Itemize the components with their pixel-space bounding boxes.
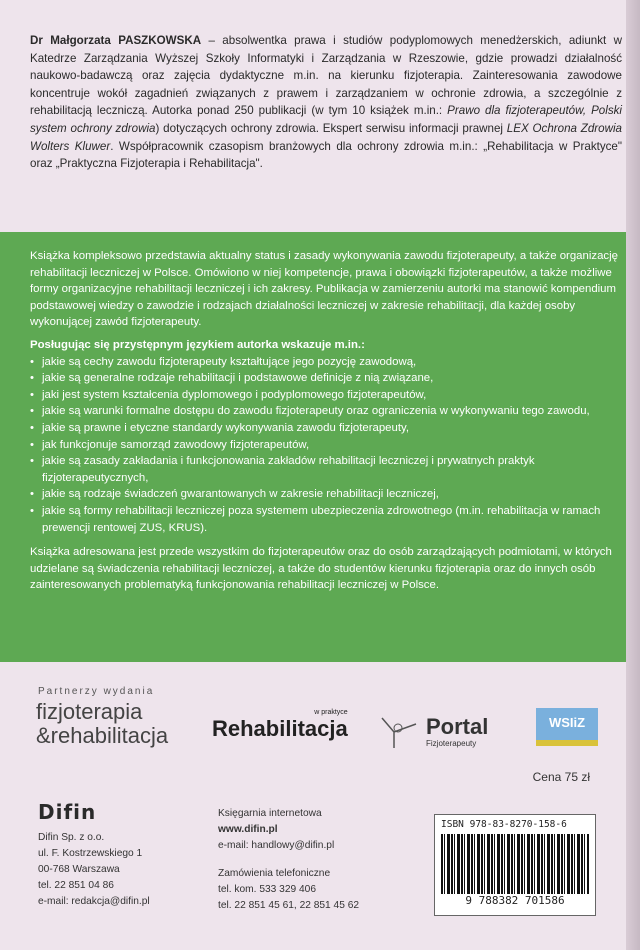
list-item: • jakie są warunki formalne dostępu do zawodu fizjoterapeuty oraz ograniczenia w wykonywaniu tego zawodu, <box>30 403 622 420</box>
portal-logo <box>380 714 488 750</box>
service-name: LEX Ochrona Zdrowia Wolters Kluwer <box>30 121 623 153</box>
logo-subtext: Fizjoterapeuty <box>426 739 477 748</box>
list-item: • jakie są generalne rodzaje rehabilitacji i podstawowe definicje z nią związane, <box>30 370 622 387</box>
audience: Książka adresowana jest przede wszystkim do fizjoterapeutów oraz do osób zarządzających podmiotami, w których udzielane są świadczenia rehabilitacji leczniczej, a także do studentów kierunku fizjoterapia oraz do innych osób zainteresowanych problematyką funkcjonowania rehabilitacji leczniczej w Polsce. <box>30 546 612 592</box>
bio-text: – absolwentka prawa i studiów podyplomowych menedżerskich, adiunkt w Katedrze Zarządzania Wyższej Szkoły Informatyki i Zarządzania w Rzeszowie, gdzie prowadzi działalność naukowo-badawczą oraz zajęcia dydaktyczne m.in. na kierunku fizjoterapia. Zainteresowania zawodowe koncentruje wokół zagadnień związanych z prawem i zarządzaniem w ochronie zdrowia, a szczególnie z rehabilitacją leczniczą. Autorka ponad 250 publikacji (w tym 10 książek m.in.: <box>30 34 622 118</box>
publisher-address <box>38 830 150 910</box>
address-line: e-mail: redakcja@difin.pl <box>38 896 150 907</box>
shop-email: e-mail: handlowy@difin.pl <box>218 840 335 851</box>
logo-text: Rehabilitacja <box>212 716 348 741</box>
list-item: • jakie są cechy zawodu fizjoterapeuty kształtujące jego pozycję zawodową, <box>30 354 622 371</box>
list-item: • jak funkcjonuje samorząd zawodowy fizjoterapeutów, <box>30 437 622 454</box>
wsiiz-logo: WSIiZ <box>536 708 598 746</box>
author-name: Dr Małgorzata PASZKOWSKA <box>30 34 202 47</box>
list-item: • jaki jest system kształcenia dyplomowego i podyplomowego fizjoterapeutów, <box>30 387 622 404</box>
address-line: 00-768 Warszawa <box>38 864 120 875</box>
list-item: • jakie są rodzaje świadczeń gwarantowanych w zakresie rehabilitacji leczniczej, <box>30 486 622 503</box>
logo-subtext: w praktyce <box>314 709 348 716</box>
isbn-barcode <box>434 814 596 916</box>
shop-info <box>218 806 359 914</box>
logo-text: &rehabilitacja <box>36 723 169 748</box>
book-edge <box>626 0 640 950</box>
shop-url: www.difin.pl <box>218 824 278 835</box>
intro: Książka kompleksowo przedstawia aktualny status i zasady wykonywania zawodu fizjoterapeuty, a także organizację rehabilitacji leczniczej w Polsce. Omówiono w niej kompetencje, prawa i obowiązki fizjoterapeutów, a także możliwe formy organizacyjne rehabilitacji leczniczej i ich zakresy. Publikacja w zamierzeniu autorki ma stanowić kompendium podstawowej wiedzy o zawodzie i rodzajach działalności leczniczej w zakresie rehabilitacji, dla każdej osoby wykonującej zawód fizjoterapeuty. <box>30 250 618 329</box>
rehabilitacja-logo <box>212 708 348 741</box>
price: Cena 75 zł <box>532 770 590 784</box>
bio-text-3: . Współpracownik czasopism branżowych dla ochrony zdrowia m.in.: „Rehabilitacja w Praktyce" oraz „Praktyczna Fizjoterapia i Rehabilitacja". <box>30 139 622 171</box>
fizjoterapia-logo <box>36 700 168 748</box>
lead: Posługując się przystępnym językiem autorka wskazuje m.in.: <box>30 338 365 351</box>
bio-text-2: ) dotyczących ochrony zdrowia. Ekspert serwisu informacji prawnej <box>155 121 507 135</box>
figure-icon <box>380 714 420 750</box>
list-item: • jakie są zasady zakładania i funkcjonowania zakładów rehabilitacji leczniczej i prywatnych praktyk fizjoterapeutycznych, <box>30 453 622 486</box>
address-line: Difin Sp. z o.o. <box>38 832 105 843</box>
phones: tel. 22 851 45 61, 22 851 45 62 <box>218 900 360 911</box>
ean-number: 9 788382 701586 <box>441 894 589 907</box>
logo-text: Portal <box>426 714 489 739</box>
book-titles: Prawo dla fizjoterapeutów, Polski system ochrony zdrowia <box>30 104 622 135</box>
isbn-number: ISBN 978-83-8270-158-6 <box>441 819 567 830</box>
address-line: ul. F. Kostrzewskiego 1 <box>38 848 143 859</box>
bullet-list <box>30 354 622 537</box>
barcode-bars <box>441 834 589 896</box>
orders-title: Zamówienia telefoniczne <box>218 868 331 879</box>
address-line: tel. 22 851 04 86 <box>38 880 114 891</box>
publisher-logo: Difin <box>38 800 97 824</box>
list-item: • jakie są formy rehabilitacji leczniczej poza systemem ubezpieczenia zdrowotnego (m.in. rehabilitacja w ramach prewencji rentowej ZUS, KRUS). <box>30 503 622 536</box>
logo-text: fizjoterapia <box>36 699 143 724</box>
shop-title: Księgarnia internetowa <box>218 808 322 819</box>
partners-label: Partnerzy wydania <box>38 686 155 697</box>
mobile-phone: tel. kom. 533 329 406 <box>218 884 316 895</box>
description-band <box>0 232 626 662</box>
author-bio <box>30 32 622 173</box>
list-item: • jakie są prawne i etyczne standardy wykonywania zawodu fizjoterapeuty, <box>30 420 622 437</box>
